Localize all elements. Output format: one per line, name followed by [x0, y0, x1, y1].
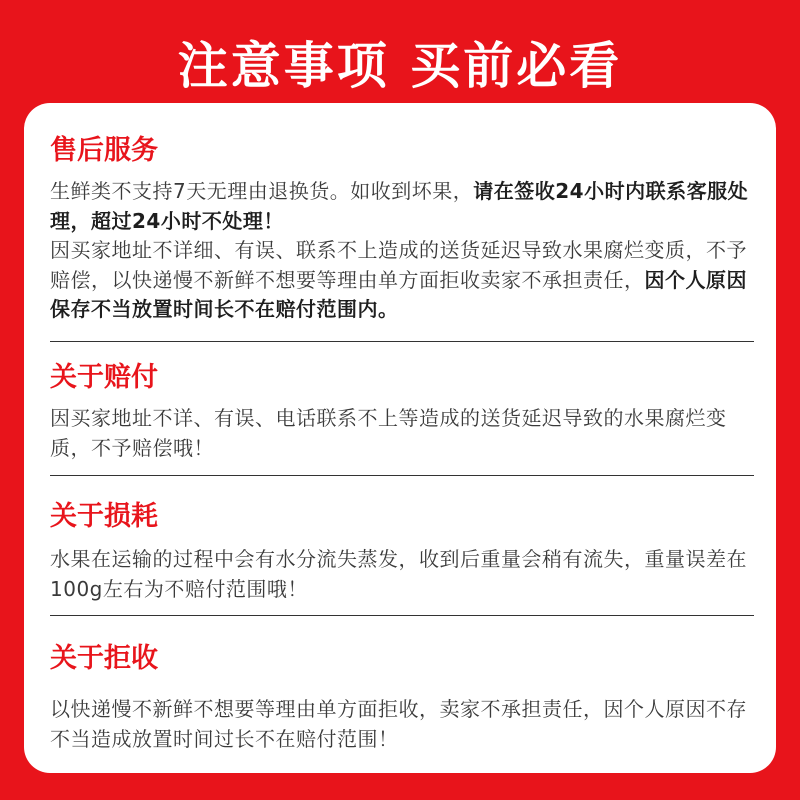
loss-section — [50, 499, 754, 604]
rejection-text: 以快递慢不新鲜不想要等理由单方面拒收，卖家不承担责任，因个人原因不存不当造成放置时间过长不在赔付范围！ — [50, 697, 747, 751]
rejection-heading: 关于拒收 — [50, 643, 158, 674]
rejection-section — [50, 641, 754, 754]
loss-heading: 关于损耗 — [50, 501, 158, 532]
after-sales-text-normal-1: 生鲜类不支持7天无理由退换货。如收到坏果， — [50, 179, 474, 203]
loss-text: 水果在运输的过程中会有水分流失蒸发，收到后重量会稍有流失，重量误差在100g左右为不赔付范围哦！ — [50, 547, 747, 601]
after-sales-section — [50, 133, 754, 325]
compensation-text: 因买家地址不详、有误、电话联系不上等造成的送货延迟导致的水果腐烂变质，不予赔偿哦！ — [50, 406, 727, 460]
notice-card — [24, 103, 776, 773]
after-sales-text-bold-1: 请在签收24小时内联系客服处理，超过24小时不处理！ — [50, 179, 749, 233]
section-divider — [50, 341, 754, 342]
section-divider — [50, 475, 754, 476]
banner-title: 注意事项 买前必看 — [177, 37, 623, 95]
compensation-heading: 关于赔付 — [50, 362, 158, 393]
after-sales-text — [50, 177, 754, 325]
section-divider — [50, 615, 754, 616]
after-sales-heading: 售后服务 — [50, 135, 158, 166]
compensation-section — [50, 360, 754, 463]
after-sales-text-bold-2: 因个人原因保存不当放置时间长不在赔付范围内。 — [50, 267, 747, 321]
after-sales-text-normal-2: 因买家地址不详细、有误、联系不上造成的送货延迟导致水果腐烂变质，不予赔偿，以快递慢不新鲜不想要等理由单方面拒收卖家不承担责任， — [50, 238, 747, 292]
